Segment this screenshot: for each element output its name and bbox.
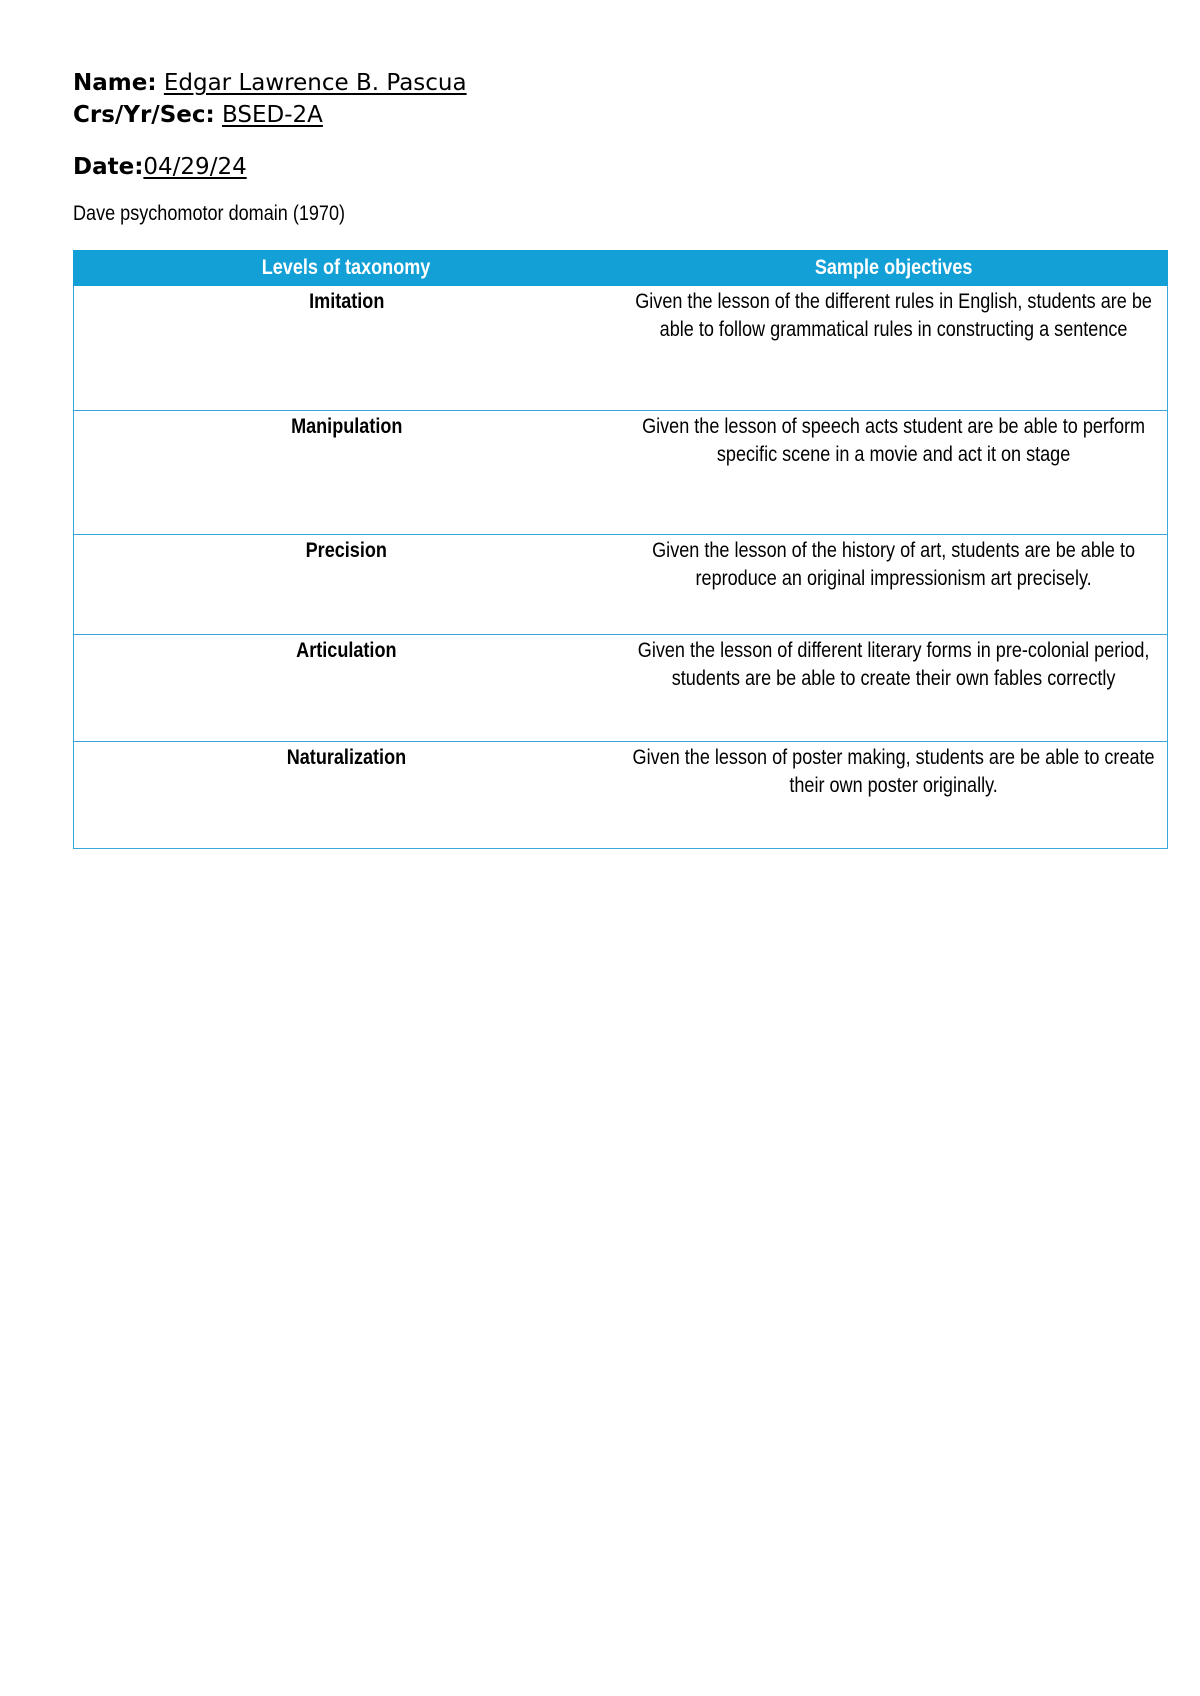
date-line [73,152,247,182]
level-cell: Precision [74,534,620,634]
date-value: 04/29/24 [143,154,247,180]
table-header-row [74,250,1168,286]
objective-cell: Given the lesson of the history of art, students are be able to reproduce an original impressionism art precisely. [620,534,1168,634]
section-value: BSED-2A [222,102,323,128]
objective-cell: Given the lesson of poster making, students are be able to create their own poster originally. [620,741,1168,848]
name-line [73,68,467,98]
objective-cell: Given the lesson of the different rules in English, students are be able to follow grammatical rules in constructing a sentence [620,286,1168,410]
section-label: Crs/Yr/Sec: [73,102,215,128]
objective-cell: Given the lesson of different literary forms in pre-colonial period, students are be able to create their own fables correctly [620,634,1168,741]
level-cell: Manipulation [74,410,620,534]
table-row [74,634,1168,741]
level-cell: Naturalization [74,741,620,848]
objective-cell: Given the lesson of speech acts student are be able to perform specific scene in a movie and act it on stage [620,410,1168,534]
name-value: Edgar Lawrence B. Pascua [163,70,467,96]
table-row [74,286,1168,410]
section-line [73,100,323,130]
document-subtitle: Dave psychomotor domain (1970) [73,202,346,225]
column-header-objectives: Sample objectives [620,250,1168,286]
level-cell: Imitation [74,286,620,410]
table-row [74,410,1168,534]
table-row [74,534,1168,634]
table-row [74,741,1168,848]
column-header-levels: Levels of taxonomy [74,250,620,286]
taxonomy-table [73,250,1168,849]
date-label: Date: [73,154,144,180]
name-label: Name: [73,70,157,96]
level-cell: Articulation [74,634,620,741]
